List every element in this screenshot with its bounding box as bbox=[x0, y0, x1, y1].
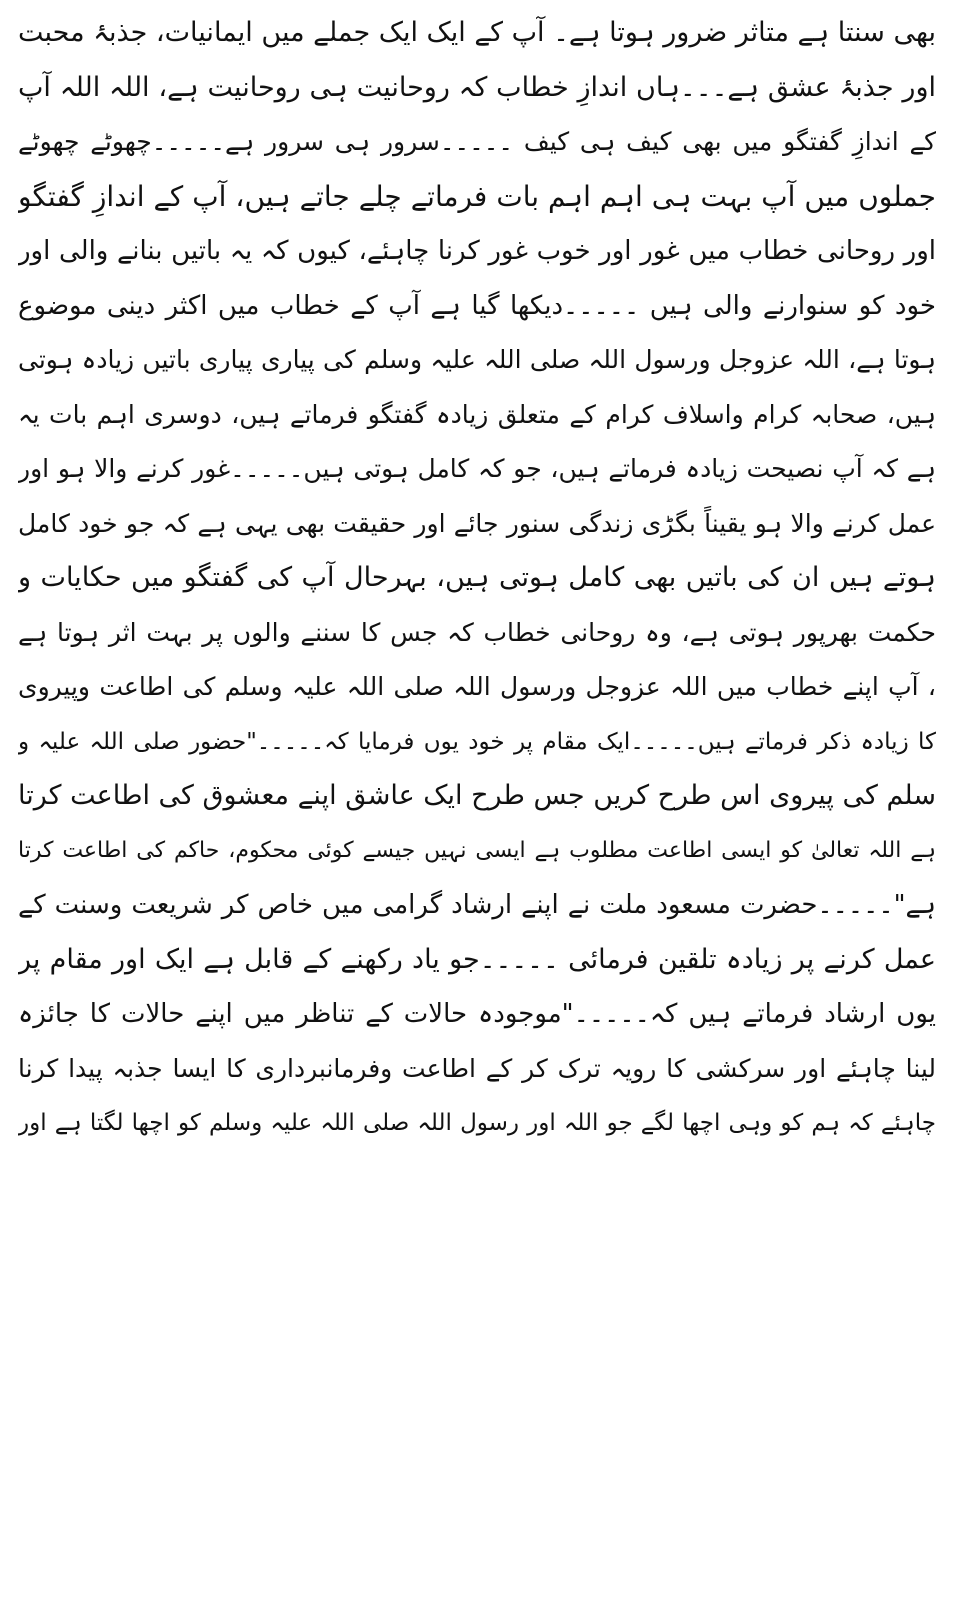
text-line-17: ہے"۔۔۔۔۔حضرت مسعود ملت نے اپنے ارشاد گرامی میں خاص کر شریعت وسنت کے bbox=[18, 890, 936, 920]
text-line-16: ہے اللہ تعالیٰ کو ایسی اطاعت مطلوب ہے ایسی نہیں جیسے کوئی محکوم، حاکم کی اطاعت کرتا bbox=[18, 837, 936, 863]
text-line-21: چاہئے کہ ہم کو وہی اچھا لگے جو اللہ اور رسول اللہ صلی اللہ علیہ وسلم کو اچھا لگتا ہے اور bbox=[18, 1110, 936, 1136]
text-line-2: اور جذبۂ عشق ہے۔۔۔ہاں اندازِ خطاب کہ روحانیت ہی روحانیت ہے، اللہ اللہ آپ bbox=[18, 71, 936, 103]
text-line-1: بھی سنتا ہے متاثر ضرور ہوتا ہے۔ آپ کے ایک ایک جملے میں ایمانیات، جذبۂ محبت bbox=[18, 17, 936, 48]
text-line-15: سلم کی پیروی اس طرح کریں جس طرح ایک عاشق اپنے معشوق کی اطاعت کرتا bbox=[18, 780, 936, 811]
text-line-10: عمل کرنے والا ہو یقیناً بگڑی زندگی سنور جائے اور حقیقت بھی یہی ہے کہ جو خود کامل bbox=[18, 508, 936, 538]
text-line-8: ہیں، صحابہ کرام واسلاف کرام کے متعلق زیادہ گفتگو فرماتے ہیں، دوسری اہم بات یہ bbox=[18, 399, 936, 429]
text-line-4: جملوں میں آپ بہت ہی اہم اہم بات فرماتے چلے جاتے ہیں، آپ کے اندازِ گفتگو bbox=[18, 179, 936, 213]
text-line-20: لینا چاہئے اور سرکشی کا رویہ ترک کر کے اطاعت وفرمانبرداری کا ایسا جذبہ پیدا کرنا bbox=[18, 1053, 936, 1083]
text-line-14: کا زیادہ ذکر فرماتے ہیں۔۔۔۔۔ایک مقام پر خود یوں فرمایا کہ۔۔۔۔۔"حضور صلی اللہ علیہ و bbox=[18, 728, 936, 755]
text-line-7: ہوتا ہے، اللہ عزوجل ورسول اللہ صلی اللہ علیہ وسلم کی پیاری پیاری باتیں زیادہ ہوتی bbox=[18, 345, 936, 374]
text-line-12: حکمت بھرپور ہوتی ہے، وہ روحانی خطاب کہ جس کا سننے والوں پر بہت اثر ہوتا ہے bbox=[18, 617, 936, 647]
text-line-6: خود کو سنوارنے والی ہیں ۔۔۔۔۔دیکھا گیا ہے آپ کے خطاب میں اکثر دینی موضوع bbox=[18, 290, 936, 321]
text-line-9: ہے کہ آپ نصیحت زیادہ فرماتے ہیں، جو کہ کامل ہوتی ہیں۔۔۔۔۔غور کرنے والا ہو اور bbox=[18, 454, 936, 483]
text-line-18: عمل کرنے پر زیادہ تلقین فرمائی ۔۔۔۔۔جو یاد رکھنے کے قابل ہے ایک اور مقام پر bbox=[18, 943, 936, 975]
text-line-19: یوں ارشاد فرماتے ہیں کہ۔۔۔۔۔"موجودہ حالات کے تناظر میں اپنے حالات کا جائزہ bbox=[18, 999, 936, 1029]
text-line-13: ، آپ اپنے خطاب میں اللہ عزوجل ورسول اللہ صلی اللہ علیہ وسلم کی اطاعت وپیروی bbox=[18, 672, 936, 701]
text-line-3: کے اندازِ گفتگو میں بھی کیف ہی کیف ۔۔۔۔۔سرور ہی سرور ہے۔۔۔۔۔چھوٹے چھوٹے bbox=[18, 127, 936, 156]
text-line-11: ہوتے ہیں ان کی باتیں بھی کامل ہوتی ہیں، بہرحال آپ کی گفتگو میں حکایات و bbox=[18, 562, 936, 593]
urdu-text-body bbox=[18, 6, 936, 1151]
text-line-5: اور روحانی خطاب میں غور اور خوب غور کرنا چاہئے، کیوں کہ یہ باتیں بنانے والی اور bbox=[18, 236, 936, 266]
